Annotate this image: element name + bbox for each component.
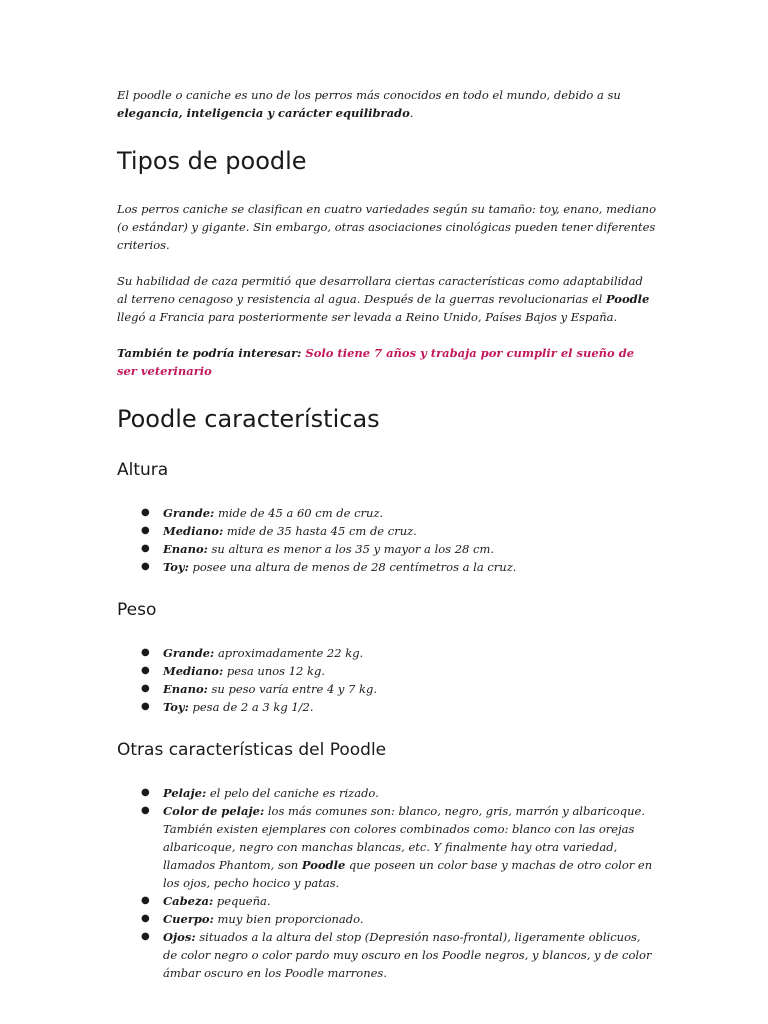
list-item: ● Grande: mide de 45 a 60 cm de cruz. xyxy=(141,506,384,520)
historia-text-b: llegó a Francia para posteriormente ser levada a Reino Unido, Países Bajos y España. xyxy=(117,310,618,324)
bullet-icon: ● xyxy=(141,701,150,712)
list-item: ● Grande: aproximadamente 22 kg. xyxy=(141,646,364,660)
historia-bold: Poodle xyxy=(605,292,650,306)
heading-otras: Otras características del Poodle xyxy=(117,740,387,760)
list-item: ● Cabeza: pequeña. xyxy=(141,894,271,908)
bullet-icon: ● xyxy=(141,931,150,942)
intro-text: El poodle o caniche es uno de los perros más conocidos en todo el mundo, debido a su xyxy=(117,88,621,102)
paragraph-historia xyxy=(117,272,656,326)
list-item: ● Mediano: mide de 35 hasta 45 cm de cruz. xyxy=(141,524,417,538)
heading-tipos: Tipos de poodle xyxy=(117,147,307,175)
bullet-icon: ● xyxy=(141,507,150,518)
paragraph-clasificacion: Los perros caniche se clasifican en cuatro variedades según su tamaño: toy, enano, mediano (o estándar) y gigante. Sin embargo, otras asociaciones cinológicas pueden tener diferentes criterios. xyxy=(117,202,657,252)
bullet-icon: ● xyxy=(141,913,150,924)
heading-caracteristicas: Poodle características xyxy=(117,405,380,433)
bullet-icon: ● xyxy=(141,665,150,676)
list-item: ● Cuerpo: muy bien proporcionado. xyxy=(141,912,364,926)
bullet-icon: ● xyxy=(141,683,150,694)
bullet-icon: ● xyxy=(141,543,150,554)
bullet-icon: ● xyxy=(141,647,150,658)
bullet-icon: ● xyxy=(141,895,150,906)
list-item: ● Toy: pesa de 2 a 3 kg 1/2. xyxy=(141,700,314,714)
related-link[interactable]: Solo tiene 7 años y trabaja por cumplir el sueño de ser veterinario xyxy=(117,346,635,378)
historia-text-a: Su habilidad de caza permitió que desarrollara ciertas características como adaptabilidad al terreno cenagoso y resistencia al agua. Después de la guerras revolucionarias el xyxy=(117,274,643,306)
bullet-icon: ● xyxy=(141,787,150,798)
list-item: ● Pelaje: el pelo del caniche es rizado. xyxy=(141,786,379,800)
bullet-icon: ● xyxy=(141,805,150,816)
list-peso xyxy=(117,644,656,716)
heading-peso: Peso xyxy=(117,600,157,620)
heading-altura: Altura xyxy=(117,460,169,480)
list-item: ● Mediano: pesa unos 12 kg. xyxy=(141,664,325,678)
list-item: ● Enano: su altura es menor a los 35 y mayor a los 28 cm. xyxy=(141,542,495,556)
bullet-icon: ● xyxy=(141,525,150,536)
intro-paragraph xyxy=(117,86,656,122)
list-otras xyxy=(117,784,656,982)
intro-end: . xyxy=(409,106,414,120)
list-item: ● Color de pelaje: los más comunes son: blanco, negro, gris, marrón y albaricoque. También existen ejemplares con colores combinados como: blanco con las orejas albaricoque, negro con manchas blancas, etc. Y finalmente hay otra variedad, llamados Phantom, son Poodle que poseen un color base y machas de otro color en los ojos, pecho hocico y patas. xyxy=(141,804,653,890)
intro-bold: elegancia, inteligencia y carácter equilibrado xyxy=(117,106,410,120)
list-altura xyxy=(117,504,656,576)
related-article xyxy=(117,344,656,380)
list-item: ● Enano: su peso varía entre 4 y 7 kg. xyxy=(141,682,378,696)
related-label: También te podría interesar: xyxy=(117,346,306,360)
list-item: ● Toy: posee una altura de menos de 28 centímetros a la cruz. xyxy=(141,560,517,574)
bullet-icon: ● xyxy=(141,561,150,572)
list-item: ● Ojos: situados a la altura del stop (Depresión naso-frontal), ligeramente oblicuos, de color negro o color pardo muy oscuro en los Poodle negros, y blancos, y de color ámbar oscuro en los Poodle marrones. xyxy=(141,930,652,980)
